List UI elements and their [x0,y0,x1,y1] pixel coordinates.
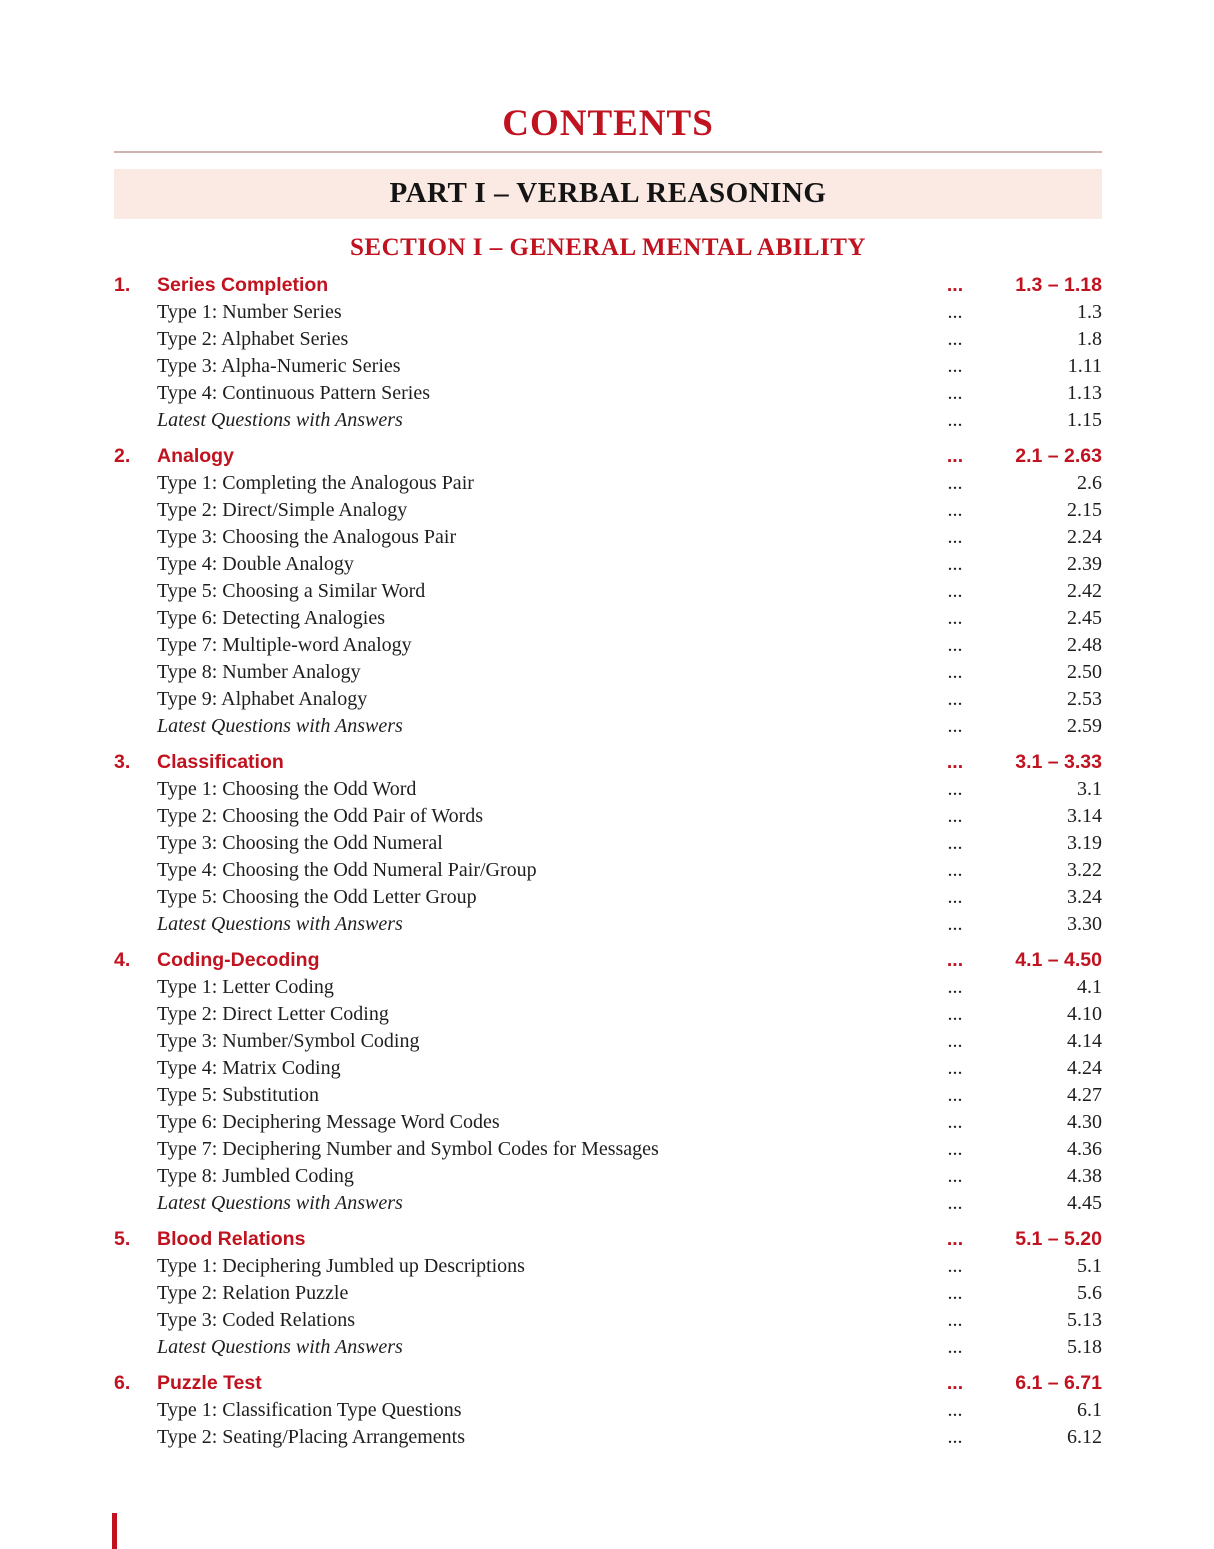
chapter-page-range: 2.1 – 2.63 [1015,445,1102,467]
entry-label: Type 2: Seating/Placing Arrangements [157,1426,465,1448]
entry-page-number: 1.13 [1067,382,1102,404]
entry-page-number: 2.45 [1067,607,1102,629]
chapter-row [114,272,1102,299]
entry-dots: ... [947,778,963,800]
toc-entry-row [114,884,1102,911]
entry-label: Type 3: Number/Symbol Coding [157,1030,420,1052]
chapter-page-range: 3.1 – 3.33 [1015,751,1102,773]
table-of-contents [114,0,1102,1451]
chapter-number: 3. [114,751,131,773]
toc-entry-row [114,1190,1102,1217]
entry-dots: ... [947,661,963,683]
entry-label: Type 1: Classification Type Questions [157,1399,462,1421]
entry-label: Type 1: Deciphering Jumbled up Descriptions [157,1255,525,1277]
entry-page-number: 5.13 [1067,1309,1102,1331]
chapter-entries [114,776,1102,938]
entry-dots: ... [947,526,963,548]
entry-label: Type 3: Alpha-Numeric Series [157,355,401,377]
entry-label: Type 2: Relation Puzzle [157,1282,349,1304]
entry-label: Type 3: Choosing the Analogous Pair [157,526,457,548]
entry-page-number: 2.50 [1067,661,1102,683]
entry-label: Type 4: Choosing the Odd Numeral Pair/Group [157,859,537,881]
entry-label: Type 4: Double Analogy [157,553,354,575]
chapter-title: Blood Relations [157,1228,306,1250]
entry-dots: ... [947,580,963,602]
entry-page-number: 5.1 [1077,1255,1102,1277]
entry-dots: ... [947,1057,963,1079]
entry-label: Latest Questions with Answers [157,715,403,737]
chapter-number: 4. [114,949,131,971]
chapter-entries [114,1397,1102,1451]
entry-dots: ... [947,1282,963,1304]
chapter-entries [114,974,1102,1217]
entry-page-number: 2.48 [1067,634,1102,656]
entry-dots: ... [947,1309,963,1331]
entry-page-number: 3.19 [1067,832,1102,854]
entry-page-number: 3.30 [1067,913,1102,935]
entry-label: Type 2: Choosing the Odd Pair of Words [157,805,484,827]
toc-entry-row [114,605,1102,632]
entry-dots: ... [947,553,963,575]
entry-page-number: 5.6 [1077,1282,1102,1304]
entry-dots: ... [947,1138,963,1160]
entry-dots: ... [947,1030,963,1052]
entry-page-number: 3.24 [1067,886,1102,908]
chapter-row [114,443,1102,470]
entry-dots: ... [947,715,963,737]
entry-dots: ... [947,832,963,854]
toc-entry-row [114,632,1102,659]
chapter-block [114,947,1102,1217]
entry-dots: ... [947,409,963,431]
entry-label: Type 4: Matrix Coding [157,1057,341,1079]
toc-entry-row [114,578,1102,605]
entry-dots: ... [947,607,963,629]
toc-entry-row [114,803,1102,830]
entry-page-number: 3.14 [1067,805,1102,827]
toc-entry-row [114,353,1102,380]
chapter-block [114,1370,1102,1451]
entry-page-number: 1.3 [1077,301,1102,323]
entry-label: Type 5: Choosing a Similar Word [157,580,426,602]
toc-entry-row [114,1109,1102,1136]
entry-label: Type 1: Completing the Analogous Pair [157,472,474,494]
entry-label: Type 4: Continuous Pattern Series [157,382,431,404]
entry-label: Type 2: Direct Letter Coding [157,1003,389,1025]
entry-dots: ... [947,1399,963,1421]
toc-entry-row [114,1028,1102,1055]
entry-dots: ... [947,1426,963,1448]
entry-page-number: 4.14 [1067,1030,1102,1052]
toc-entry-row [114,713,1102,740]
entry-label: Latest Questions with Answers [157,1192,403,1214]
toc-entry-row [114,974,1102,1001]
toc-entry-row [114,1163,1102,1190]
entry-dots: ... [947,976,963,998]
entry-label: Type 1: Number Series [157,301,342,323]
entry-page-number: 4.27 [1067,1084,1102,1106]
entry-label: Type 3: Coded Relations [157,1309,356,1331]
entry-label: Type 5: Substitution [157,1084,319,1106]
title-divider [114,151,1102,153]
chapter-block [114,749,1102,938]
entry-dots: ... [947,913,963,935]
chapter-block [114,1226,1102,1361]
entry-dots: ... [947,886,963,908]
entry-dots: ... [947,1336,963,1358]
entry-label: Latest Questions with Answers [157,913,403,935]
entry-label: Type 3: Choosing the Odd Numeral [157,832,443,854]
entry-page-number: 3.1 [1077,778,1102,800]
entry-page-number: 4.38 [1067,1165,1102,1187]
entry-page-number: 1.11 [1067,355,1102,377]
entry-page-number: 4.1 [1077,976,1102,998]
entry-page-number: 2.15 [1067,499,1102,521]
entry-label: Type 1: Choosing the Odd Word [157,778,417,800]
entry-page-number: 2.59 [1067,715,1102,737]
entry-page-number: 3.22 [1067,859,1102,881]
toc-entry-row [114,659,1102,686]
entry-label: Type 9: Alphabet Analogy [157,688,368,710]
entry-page-number: 1.8 [1077,328,1102,350]
entry-page-number: 4.24 [1067,1057,1102,1079]
entry-dots: ... [947,1255,963,1277]
entry-label: Type 6: Detecting Analogies [157,607,385,629]
part-heading-banner: PART I – VERBAL REASONING [114,169,1102,219]
chapter-number: 1. [114,274,131,296]
toc-entry-row [114,299,1102,326]
entry-dots: ... [947,328,963,350]
toc-entry-row [114,1424,1102,1451]
entry-page-number: 2.24 [1067,526,1102,548]
toc-entry-row [114,1397,1102,1424]
chapter-page-range: 1.3 – 1.18 [1015,274,1102,296]
entry-dots: ... [947,688,963,710]
entry-dots: ... [947,805,963,827]
chapter-row [114,1370,1102,1397]
chapter-block [114,272,1102,434]
entry-page-number: 6.1 [1077,1399,1102,1421]
chapter-row [114,749,1102,776]
toc-entry-row [114,686,1102,713]
toc-entry-row [114,776,1102,803]
entry-label: Type 8: Number Analogy [157,661,361,683]
chapter-number: 5. [114,1228,131,1250]
entry-page-number: 6.12 [1067,1426,1102,1448]
entry-dots: ... [947,1084,963,1106]
entry-label: Type 6: Deciphering Message Word Codes [157,1111,500,1133]
entry-dots: ... [947,1192,963,1214]
chapter-page-range: 4.1 – 4.50 [1015,949,1102,971]
chapter-entries [114,470,1102,740]
entry-label: Type 2: Direct/Simple Analogy [157,499,408,521]
toc-entry-row [114,326,1102,353]
chapter-title: Series Completion [157,274,329,296]
page-edge-mark [112,1513,117,1549]
chapter-entries [114,299,1102,434]
entry-page-number: 2.53 [1067,688,1102,710]
entry-page-number: 4.36 [1067,1138,1102,1160]
toc-entry-row [114,1334,1102,1361]
toc-entry-row [114,1001,1102,1028]
entry-page-number: 4.30 [1067,1111,1102,1133]
chapter-title: Puzzle Test [157,1372,262,1394]
page-title: CONTENTS [502,103,714,144]
entry-label: Latest Questions with Answers [157,409,403,431]
entry-dots: ... [947,859,963,881]
entry-label: Type 7: Deciphering Number and Symbol Codes for Messages [157,1138,659,1160]
chapter-entries [114,1253,1102,1361]
entry-page-number: 2.6 [1077,472,1102,494]
entry-page-number: 2.42 [1067,580,1102,602]
entry-dots: ... [947,355,963,377]
chapter-number: 2. [114,445,131,467]
chapter-page-range: 6.1 – 6.71 [1015,1372,1102,1394]
entry-dots: ... [947,472,963,494]
toc-entry-row [114,911,1102,938]
entry-label: Type 5: Choosing the Odd Letter Group [157,886,477,908]
entry-label: Type 8: Jumbled Coding [157,1165,354,1187]
entry-dots: ... [947,301,963,323]
toc-entry-row [114,830,1102,857]
entry-label: Latest Questions with Answers [157,1336,403,1358]
chapter-page-range: 5.1 – 5.20 [1015,1228,1102,1250]
chapter-title: Classification [157,751,284,773]
entry-label: Type 2: Alphabet Series [157,328,349,350]
entry-label: Type 1: Letter Coding [157,976,334,998]
entry-page-number: 5.18 [1067,1336,1102,1358]
entry-page-number: 2.39 [1067,553,1102,575]
entry-page-number: 4.45 [1067,1192,1102,1214]
toc-entry-row [114,524,1102,551]
entry-dots: ... [947,382,963,404]
entry-page-number: 1.15 [1067,409,1102,431]
toc-entry-row [114,1280,1102,1307]
chapter-number: 6. [114,1372,131,1394]
chapter-dots: ... [946,1228,964,1250]
entry-page-number: 4.10 [1067,1003,1102,1025]
entry-dots: ... [947,634,963,656]
toc-entry-row [114,470,1102,497]
toc-entry-row [114,1082,1102,1109]
chapter-block [114,443,1102,740]
section-heading: SECTION I – GENERAL MENTAL ABILITY [350,234,866,261]
chapter-dots: ... [946,1372,964,1394]
toc-entry-row [114,1307,1102,1334]
chapter-list [114,272,1102,1451]
chapter-dots: ... [946,445,964,467]
chapter-row [114,947,1102,974]
toc-entry-row [114,407,1102,434]
chapter-row [114,1226,1102,1253]
toc-entry-row [114,1055,1102,1082]
toc-entry-row [114,551,1102,578]
entry-dots: ... [947,499,963,521]
entry-dots: ... [947,1165,963,1187]
toc-entry-row [114,380,1102,407]
chapter-dots: ... [946,751,964,773]
toc-entry-row [114,497,1102,524]
chapter-dots: ... [946,949,964,971]
chapter-title: Coding-Decoding [157,949,320,971]
chapter-dots: ... [946,274,964,296]
toc-entry-row [114,1136,1102,1163]
chapter-title: Analogy [157,445,234,467]
entry-label: Type 7: Multiple-word Analogy [157,634,412,656]
entry-dots: ... [947,1111,963,1133]
toc-entry-row [114,1253,1102,1280]
entry-dots: ... [947,1003,963,1025]
toc-entry-row [114,857,1102,884]
